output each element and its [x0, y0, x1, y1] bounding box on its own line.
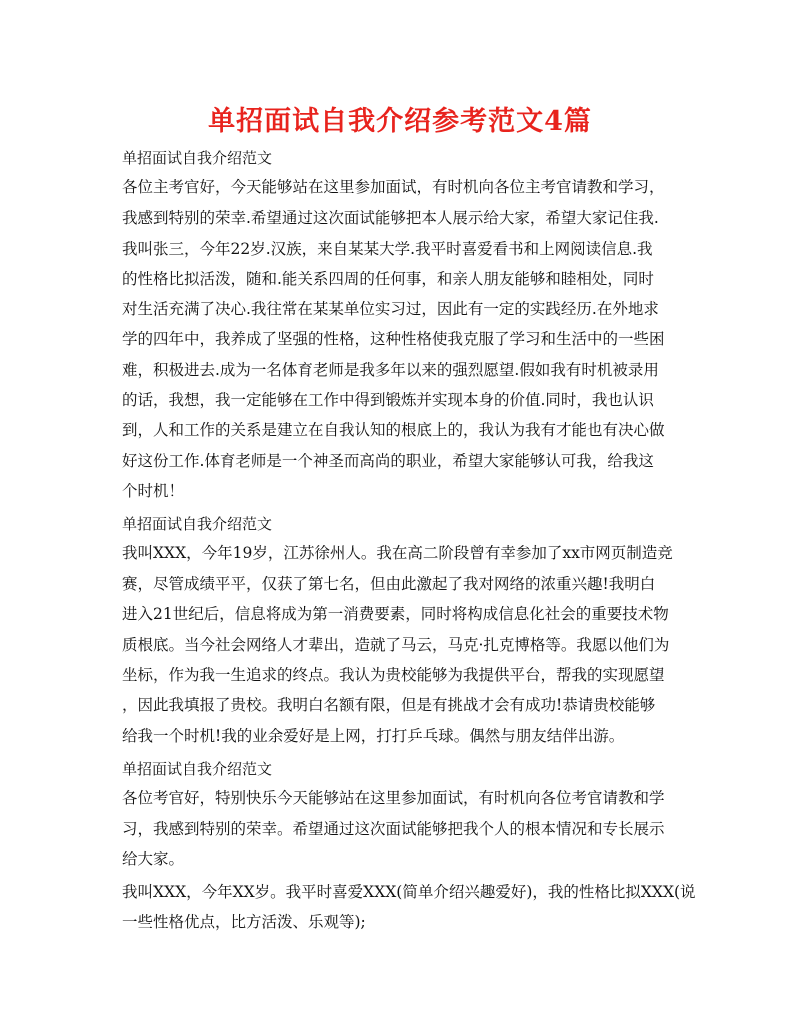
section-2-heading: 单招面试自我介绍范文 — [122, 515, 273, 533]
section-1-line: 个时机！ — [122, 482, 185, 500]
section-3-line: 给大家。 — [122, 850, 185, 868]
section-3-line: 我叫XXX，今年XX岁。我平时喜爱XXX(简单介绍兴趣爱好)，我的性格比拟XXX(说 — [122, 883, 696, 901]
section-2-line: 质根底。当今社会网络人才辈出，造就了马云，马克·扎克博格等。我愿以他们为 — [122, 636, 670, 654]
section-2-line: 赛，尽管成绩平平，仅获了第七名，但由此激起了我对网络的浓重兴趣!我明白 — [122, 575, 656, 593]
section-3-line: 习，我感到特别的荣幸。希望通过这次面试能够把我个人的根本情况和专长展示 — [122, 820, 665, 838]
section-3-heading: 单招面试自我介绍范文 — [122, 760, 273, 778]
section-2-line: 我叫XXX，今年19岁，江苏徐州人。我在高二阶段曾有幸参加了xx市网页制造竞 — [122, 544, 673, 562]
section-2-line: 坐标，作为我一生追求的终点。我认为贵校能够为我提供平台，帮我的实现愿望 — [122, 666, 665, 684]
section-3-line: 一些性格优点，比方活泼、乐观等); — [122, 913, 366, 931]
section-1-line: 到，人和工作的关系是建立在自我认知的根底上的，我认为我有才能也有决心做 — [122, 421, 665, 439]
section-1-line: 我感到特别的荣幸.希望通过这次面试能够把本人展示给大家，希望大家记住我. — [122, 209, 659, 227]
section-2-line: 给我一个时机!我的业余爱好是上网，打打乒乓球。偶然与朋友结伴出游。 — [122, 727, 625, 745]
section-1-line: 好这份工作.体育老师是一个神圣而高尚的职业，希望大家能够认可我，给我这 — [122, 452, 654, 470]
section-1-line: 的话，我想，我一定能够在工作中得到锻炼并实现本身的价值.同时，我也认识 — [122, 391, 654, 409]
section-1-line: 各位主考官好，今天能够站在这里参加面试，有时机向各位主考官请教和学习， — [122, 178, 665, 196]
section-3-line: 各位考官好，特别快乐今天能够站在这里参加面试，有时机向各位考官请教和学 — [122, 789, 665, 807]
section-1-line: 对生活充满了决心.我往常在某某单位实习过，因此有一定的实践经历.在外地求 — [122, 300, 659, 318]
section-2-line: 进入21世纪后，信息将成为第一消费要素，同时将构成信息化社会的重要技术物 — [122, 605, 669, 623]
section-2-line: ，因此我填报了贵校。我明白名额有限，但是有挑战才会有成功!恭请贵校能够 — [122, 696, 656, 714]
section-1-line: 学的四年中，我养成了坚强的性格，这种性格使我克服了学习和生活中的一些困 — [122, 330, 665, 348]
section-1-line: 难，积极进去.成为一名体育老师是我多年以来的强烈愿望.假如我有时机被录用 — [122, 361, 659, 379]
document-title: 单招面试自我介绍参考范文4篇 — [208, 106, 592, 137]
section-1-line: 我叫张三，今年22岁.汉族，来自某某大学.我平时喜爱看书和上网阅读信息.我 — [122, 240, 653, 258]
section-1-heading: 单招面试自我介绍范文 — [122, 149, 273, 167]
section-1-line: 的性格比拟活泼，随和.能关系四周的任何事，和亲人朋友能够和睦相处，同时 — [122, 270, 654, 288]
